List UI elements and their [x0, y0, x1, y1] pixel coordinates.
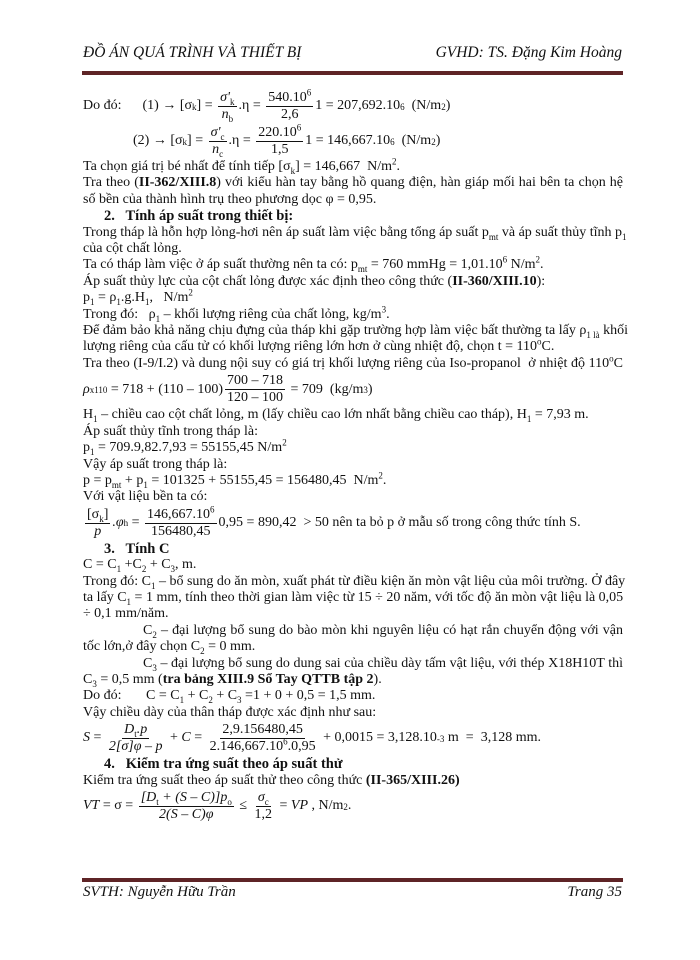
text-run: 2,6 — [280, 107, 299, 122]
text-run: = 0 mm. — [204, 639, 256, 655]
text-run: ≤ — [235, 798, 251, 814]
text-run: D — [124, 722, 135, 738]
text-run: Để đảm bảo khả năng chịu đựng của tháp khi gặp trường hợp làm việc bất thường ta lấy ρ — [83, 323, 587, 339]
text-run: . — [382, 472, 387, 488]
text-run: +C — [121, 557, 142, 573]
denominator — [210, 142, 225, 158]
text-run: .p — [136, 722, 148, 738]
denominator — [225, 390, 285, 406]
denominator — [220, 107, 236, 123]
document-body — [83, 87, 628, 824]
text-run: p = p — [83, 472, 112, 488]
text-run: n — [212, 142, 220, 157]
text-run: , N/m — [308, 798, 344, 814]
text-run: 1 — [116, 297, 121, 308]
text-run: ) với kiểu hàn tay bằng hồ quang điện, hàn giáp mối hai bên ta chọn hệ — [216, 175, 623, 191]
text-run: Vậy chiều dày của thân tháp được xác định như sau: — [83, 704, 377, 720]
text-run: 146,667.10 — [147, 506, 211, 522]
text-run: [σ — [87, 506, 100, 522]
text-run: b — [228, 113, 234, 124]
text-run: 2 — [378, 470, 383, 481]
text-line — [83, 424, 623, 440]
text-run: ] = 146,667 N/m — [295, 159, 393, 174]
text-run: C — [143, 655, 153, 671]
text-run: (N/m — [394, 133, 432, 149]
text-run: .0,95 — [287, 739, 316, 755]
text-run: 2 — [141, 563, 147, 574]
text-run: 1 — [179, 695, 185, 706]
fraction — [145, 504, 217, 540]
text-run: ρ — [83, 381, 90, 397]
text-run: S — [83, 730, 90, 746]
text-run: σ — [257, 790, 265, 805]
fraction — [225, 373, 285, 406]
denominator — [279, 107, 301, 123]
text-run: + (S – C)]p — [158, 790, 228, 805]
text-run: = 718 + (110 – 100) — [107, 381, 224, 397]
text-run: + — [166, 730, 182, 746]
text-run: Trong tháp là hỗn hợp lỏng-hơi nên áp suất làm việc bằng tổng áp suất p — [83, 224, 489, 240]
text-run: = 709.9,82.7,93 = 55155,45 N/m — [94, 440, 283, 456]
text-run: ) — [435, 133, 441, 149]
text-run: 3 — [237, 695, 242, 706]
fraction — [208, 722, 318, 755]
text-run: II-360/XIII.10 — [452, 273, 537, 289]
text-run: c — [264, 796, 269, 807]
text-line — [83, 254, 623, 275]
text-run: ): — [536, 273, 546, 289]
text-line — [83, 407, 623, 423]
text-run: + C — [146, 557, 171, 573]
text-run: và áp suất thủy tĩnh p — [498, 224, 623, 240]
text-line — [83, 606, 623, 622]
text-run: 1 — [155, 313, 161, 324]
text-line — [83, 304, 623, 324]
text-run: 2(S – C)φ — [159, 807, 214, 822]
text-line — [83, 639, 623, 655]
text-line — [83, 573, 626, 591]
text-run: 1 — [93, 414, 98, 425]
text-line — [83, 773, 623, 789]
text-line — [83, 557, 623, 573]
text-run: 2.146,667.10 — [209, 739, 284, 755]
text-run: . — [347, 798, 352, 814]
text-run: p — [83, 440, 90, 456]
text-run: = 709 (kg/m — [287, 381, 364, 397]
text-line — [83, 241, 623, 257]
text-run: t — [156, 796, 159, 807]
text-run: ÷ 0,1 mm/năm. — [83, 606, 169, 622]
text-line — [83, 489, 623, 505]
text-run: 1 — [116, 563, 122, 574]
text-run: 2 — [392, 156, 397, 167]
text-run: – chiều cao cột chất lỏng, m (lấy chiều cao lớn nhất bằng chiều cao tháp), H — [97, 407, 527, 423]
text-run: 700 – 718 — [227, 373, 284, 389]
text-run: II-362/XIII.8 — [138, 175, 217, 191]
text-run: o — [227, 796, 232, 807]
numerator — [85, 507, 110, 524]
text-run: của cột chất lỏng. — [83, 241, 182, 257]
text-run: + 0,0015 = 3,128.10 — [319, 730, 437, 746]
text-run: .g.H — [120, 290, 146, 306]
footer-student: SVTH: Nguyễn Hữu Trần — [83, 884, 236, 900]
text-run: 2 — [200, 645, 205, 656]
denominator — [149, 524, 213, 540]
fraction — [256, 122, 303, 158]
text-run: 1 — [622, 231, 627, 242]
text-line — [83, 323, 628, 340]
text-run: .η = — [238, 98, 265, 114]
text-run: = 760 mmHg = 1,01.10 — [367, 257, 503, 273]
numerator — [145, 504, 217, 524]
numerator — [209, 125, 227, 142]
text-line — [83, 590, 623, 606]
text-run: Do đó: C = C — [83, 688, 180, 704]
text-run: 2 — [152, 629, 157, 640]
text-run: mt — [488, 231, 499, 242]
text-run: Áp suất thủy lực của cột chất lỏng được xác định theo công thức ( — [83, 273, 453, 289]
fraction — [253, 790, 275, 823]
text-run: ] = — [187, 133, 207, 149]
text-run: = — [190, 730, 206, 746]
text-run: Kiểm tra ứng suất theo áp suất thử theo công thức — [83, 772, 366, 788]
text-run: 2 — [208, 695, 213, 706]
text-run: 2,9.156480,45 — [222, 722, 303, 738]
section-heading — [83, 756, 623, 772]
text-run: Ta chọn giá trị bé nhất để tính tiếp [σ — [83, 159, 291, 174]
text-run: 1 — [126, 596, 132, 607]
text-run: Ta có tháp làm việc ở áp suất thường nên ta có: p — [83, 257, 358, 273]
text-run: 540.10 — [268, 90, 307, 105]
text-run: 2. Tính áp suất trong thiết bị: — [104, 208, 294, 225]
text-run: Với vật liệu bền ta có: — [83, 489, 208, 505]
text-run: o — [609, 353, 614, 364]
text-run: + p — [121, 472, 144, 488]
text-run: ). — [373, 671, 382, 687]
text-run: ta lấy C — [83, 589, 127, 605]
numerator — [256, 790, 271, 807]
formula-line: Do đó: (1) → [σ k ] = $\frac{\sigma'_k}{n_b}$ .η = $\frac{540.10^6}{2,6}$ 1 = 207,692.10 6 (N/m 2 ) — [83, 87, 451, 124]
text-line — [83, 353, 623, 372]
numerator — [266, 87, 313, 107]
text-run: , N/m — [149, 290, 189, 306]
text-run: mt — [111, 479, 122, 490]
text-run: k — [99, 513, 104, 524]
text-run: ] = — [196, 98, 217, 114]
text-run: C = C — [83, 557, 117, 573]
text-run: N/m — [507, 257, 536, 273]
text-run: số bền của thành hình trụ theo phương dọc φ = 0,95. — [83, 191, 377, 207]
text-run: 3 — [170, 563, 176, 574]
text-run: lượng riêng của cấu tử có khối lượng riêng lớn hơn ở cùng nhiệt độ, chọn t = 110 — [83, 339, 538, 355]
text-run: . — [539, 257, 544, 273]
text-run: khối — [599, 323, 628, 339]
text-run: .φ — [112, 515, 124, 531]
text-run: 220.10 — [258, 125, 297, 140]
text-run: 2 — [282, 437, 287, 448]
text-run: H — [83, 407, 94, 423]
text-run: – đại lượng bổ sung do bào mòn khi nguyên liệu có hạt rắn chuyển động với vận — [156, 622, 623, 638]
text-run: 3 — [92, 678, 97, 689]
numerator — [218, 90, 236, 107]
text-run: – khối lượng riêng của chất lỏng, kg/m — [160, 306, 382, 322]
text-run: = — [90, 730, 105, 746]
page-number: Trang 35 — [567, 884, 622, 900]
text-run: 6 — [283, 736, 288, 747]
text-line — [83, 274, 623, 290]
text-run: = 101325 + 55155,45 = 156480,45 N/m — [147, 472, 379, 488]
text-run: VT — [83, 798, 100, 814]
formula-line: (2) → [σ k ] = $\frac{\sigma'_c}{n_c}$ .η = $\frac{220.10^6}{1,5}$ 1 = 146,667.10 6 (N/m 2 ) — [133, 122, 441, 159]
text-run: = 0,5 mm ( — [96, 671, 163, 687]
formula-line: VT = σ = $\frac{[D_t + (S - C)]p_o}{2(S - C)\varphi}$ ≤ $\frac{\sigma_c}{1,2}$ = VP , N/m 2 . — [83, 790, 352, 822]
text-run: k — [290, 165, 296, 176]
text-run: 6 — [296, 122, 302, 133]
text-run: 1 — [143, 479, 148, 490]
denominator — [107, 739, 165, 755]
text-run: Tra theo ( — [83, 175, 139, 191]
text-run: ] — [103, 506, 109, 522]
text-run: 1,2 — [254, 807, 273, 822]
text-line — [83, 672, 623, 688]
header-supervisor: GVHD: TS. Đặng Kim Hoàng — [435, 44, 622, 61]
text-run: c — [220, 131, 225, 142]
text-run: = — [128, 515, 144, 531]
text-run: 3. Tính C — [104, 540, 170, 557]
text-run: (2) → [σ — [133, 133, 183, 149]
text-run: = 7,93 m. — [531, 407, 589, 423]
text-run: . — [396, 159, 401, 174]
text-run: . — [386, 306, 390, 322]
text-run: 1 — [145, 297, 150, 308]
text-run: 1 — [526, 414, 532, 425]
text-run: = 1 mm, tính theo thời gian làm việc từ 15 ÷ 20 năm, với tốc độ ăn mòn vật liệu là 0,05 — [131, 589, 624, 605]
denominator — [208, 736, 318, 755]
text-run: 0,95 = 890,42 > 50 nên ta bỏ p ở mẫu số trong công thức tính S. — [218, 515, 581, 531]
text-run: tốc lớn,ở đây chọn C — [83, 639, 201, 655]
denominator — [269, 142, 291, 158]
footer-rule — [82, 878, 623, 882]
text-run: [D — [140, 790, 157, 805]
fraction — [85, 507, 110, 540]
text-line — [143, 623, 623, 639]
text-run: 6 — [502, 254, 508, 265]
text-run: – bổ sung do ăn mòn, xuất phát từ điều kiện ăn mòn vật liệu của môi trường. Ở đây — [155, 573, 626, 589]
text-run: 120 – 100 — [227, 390, 284, 406]
text-run: t — [134, 728, 137, 739]
text-line — [83, 175, 623, 191]
text-run: 1 — [90, 446, 95, 457]
text-run: 2 — [188, 287, 193, 298]
text-run: 4. Kiểm tra ứng suất theo áp suất thử — [104, 756, 343, 773]
text-run: =1 + 0 + 0,5 = 1,5 mm. — [241, 688, 376, 704]
text-line — [83, 470, 623, 490]
fraction — [209, 125, 227, 158]
text-line — [83, 336, 623, 355]
text-run: 156480,45 — [151, 523, 211, 539]
text-run: p — [94, 523, 102, 539]
text-run: C — [83, 671, 93, 687]
text-line — [83, 224, 627, 242]
denominator — [92, 524, 103, 540]
text-run: (II-365/XIII.26) — [365, 772, 460, 788]
text-run: , m. — [175, 557, 197, 573]
text-run: k — [230, 96, 235, 107]
formula-line: S = $\frac{D_t.p}{2[\sigma]\varphi - p}$ + C = $\frac{2,9.156480,45}{2.146,667.10^6.0,95}$ + 0,0015 = 3,128.10 -3 m = 3,128 mm. — [83, 722, 541, 755]
fraction — [107, 722, 165, 755]
text-run: 1 = 207,692.10 — [315, 98, 401, 114]
fraction — [218, 90, 236, 123]
fraction — [139, 790, 234, 823]
text-run: σ' — [220, 90, 231, 105]
text-run: 3 — [152, 662, 157, 673]
text-line — [83, 457, 623, 473]
text-line — [83, 287, 623, 308]
text-run: C — [143, 622, 153, 638]
numerator — [220, 722, 305, 739]
text-run: C — [181, 730, 191, 746]
text-run: ) — [367, 381, 373, 397]
text-run: 1 — [90, 297, 95, 308]
text-run: + C — [184, 688, 209, 704]
text-run: = — [276, 798, 291, 814]
fraction — [266, 87, 313, 123]
text-run: (N/m — [404, 98, 442, 114]
text-run: C. — [541, 339, 555, 355]
text-run: 1 = 146,667.10 — [305, 133, 391, 149]
numerator — [122, 722, 149, 739]
text-run: ) — [445, 98, 451, 114]
text-run: m = 3,128 mm. — [444, 730, 541, 746]
text-run: 2 — [535, 254, 540, 265]
text-run: Áp suất thủy tĩnh trong tháp là: — [83, 423, 258, 439]
text-line — [83, 437, 623, 457]
text-run: p — [83, 290, 90, 306]
text-run: 6 — [306, 87, 312, 98]
text-line — [143, 656, 623, 672]
text-run: Trong đó: ρ — [83, 306, 156, 322]
text-run: 1,5 — [270, 142, 289, 157]
text-run: = σ = — [99, 798, 137, 814]
text-line — [83, 156, 623, 176]
text-run: mt — [357, 264, 368, 275]
text-run: C — [613, 355, 623, 371]
text-run: 3 — [381, 304, 387, 314]
text-run: c — [219, 148, 224, 159]
text-run: 2[σ]φ – p — [108, 739, 163, 755]
text-run: o — [537, 336, 542, 347]
text-run: + C — [212, 688, 238, 704]
header-rule — [82, 71, 623, 75]
denominator — [157, 807, 215, 823]
text-run: σ' — [210, 125, 221, 140]
denominator — [253, 807, 275, 823]
section-heading — [83, 208, 623, 224]
text-run: 1 là — [586, 329, 600, 340]
text-run: Tra theo (I-9/I.2) và dung nội suy có giá trị khối lượng riêng của Iso-propanol ở nhiệt độ 110 — [83, 355, 610, 371]
text-run: VP — [290, 798, 309, 814]
text-run: 1 — [150, 580, 156, 591]
text-run: = ρ — [94, 290, 117, 306]
numerator — [225, 373, 285, 390]
text-line — [83, 705, 623, 721]
header-title: ĐỒ ÁN QUÁ TRÌNH VÀ THIẾT BỊ — [83, 44, 302, 61]
formula-line: ρ x 110 = 718 + (110 – 100) $\frac{700 - 718}{120 - 100}$ = 709 (kg/m 3 ) — [83, 373, 373, 406]
formula-line: $\frac{[\sigma_k]}{p}$ .φ h = $\frac{146,667.10^6}{156480,45}$ 0,95 = 890,42 > 50 nên ta bỏ p ở mẫu số trong công thức tính S. — [87, 504, 581, 539]
text-line — [83, 192, 623, 208]
numerator — [256, 122, 303, 142]
text-run: Trong đó: C — [83, 573, 151, 589]
text-run: n — [221, 107, 229, 122]
text-line — [83, 688, 623, 704]
text-run: Vậy áp suất trong tháp là: — [83, 456, 228, 472]
text-run: .η = — [228, 133, 255, 149]
text-run: 6 — [210, 504, 215, 515]
numerator — [139, 790, 234, 807]
section-heading — [83, 541, 623, 557]
text-run: tra bảng XIII.9 Sổ Tay QTTB tập 2 — [162, 671, 374, 687]
text-run: Do đó: (1) → [σ — [83, 98, 193, 114]
text-run: – đại lượng bổ sung do dung sai của chiều dày tấm vật liệu, với thép X18H10T thì — [156, 655, 623, 671]
